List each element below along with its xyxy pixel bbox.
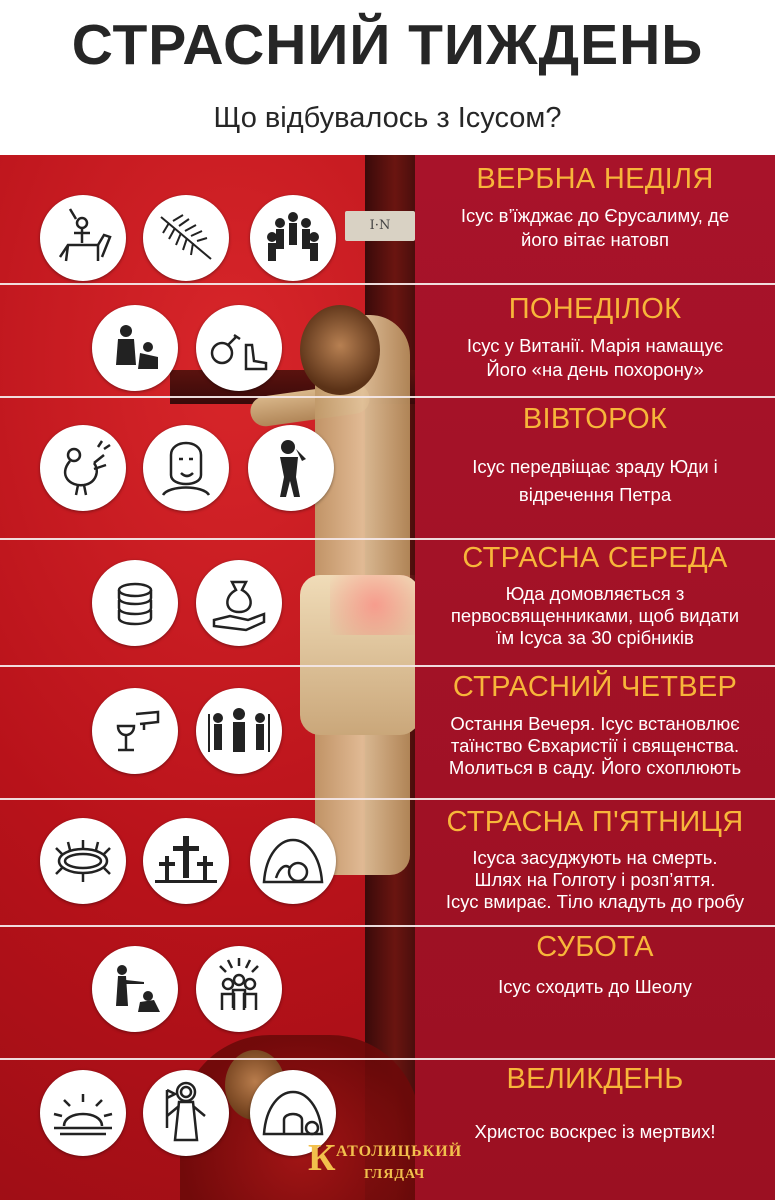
day-block-tuesday	[415, 402, 775, 506]
sunrise-icon	[40, 1070, 126, 1156]
day-block-saturday	[415, 930, 775, 998]
crown-of-thorns-icon	[40, 818, 126, 904]
section-divider	[0, 538, 775, 540]
oil-jar-foot-icon	[196, 305, 282, 391]
crucifixion-illustration	[0, 155, 415, 1200]
chalice-bread-icon	[92, 688, 178, 774]
descent-to-sheol-icon	[92, 946, 178, 1032]
logo-letter: К	[308, 1137, 336, 1179]
logo-text-line1: АТОЛИЦЬКИЙ	[336, 1143, 463, 1160]
rooster-icon	[40, 425, 126, 511]
page-subtitle: Що відбувалось з Ісусом?	[213, 102, 562, 134]
day-description-line: Молиться в саду. Його схоплюють	[448, 757, 742, 778]
page-title: СТРАСНИЙ ТИЖДЕНЬ	[71, 13, 704, 77]
weeping-man-icon	[248, 425, 334, 511]
risen-christ-icon	[143, 1070, 229, 1156]
donkey-rider-icon	[40, 195, 126, 281]
day-title: ВЕЛИКДЕНЬ	[506, 1063, 684, 1095]
day-block-friday	[415, 805, 775, 913]
section-divider	[0, 925, 775, 927]
day-description-line: таїнство Євхаристії і священства.	[450, 735, 740, 756]
cross-sign: I·N	[345, 211, 415, 241]
christ-head	[300, 305, 380, 395]
day-description-line: Ісус у Витанії. Марія намащує	[466, 335, 724, 356]
day-description-line: Ісус в’їжджає до Єрусалиму, де	[460, 205, 730, 226]
day-title: СУБОТА	[536, 931, 654, 963]
section-divider	[0, 798, 775, 800]
section-divider	[0, 665, 775, 667]
coin-stack-icon	[92, 560, 178, 646]
light-glow	[330, 575, 415, 635]
palm-branch-icon	[143, 195, 229, 281]
day-description-line: Юда домовляється з	[505, 583, 685, 604]
day-title: ПОНЕДІЛОК	[508, 293, 682, 325]
day-description-line: Ісуса засуджують на смерть.	[472, 847, 718, 868]
day-block-monday	[415, 292, 775, 381]
money-bag-hand-icon	[196, 560, 282, 646]
arrest-icon	[196, 688, 282, 774]
day-title: ВІВТОРОК	[522, 403, 668, 435]
day-title: ВЕРБНА НЕДІЛЯ	[476, 163, 714, 195]
header	[0, 0, 775, 155]
day-title: СТРАСНА СЕРЕДА	[462, 542, 728, 574]
saved-souls-icon	[196, 946, 282, 1032]
day-description-line: Ісус передвіщає зраду Юди і	[472, 456, 718, 477]
day-description-line: Христос воскрес із мертвих!	[474, 1121, 716, 1142]
day-block-easter	[415, 1062, 775, 1143]
day-description-line: їм Ісуса за 30 срібників	[496, 627, 694, 648]
day-block-thursday	[415, 670, 775, 779]
jesus-face-icon	[143, 425, 229, 511]
day-description-line: Остання Вечеря. Ісус встановлює	[450, 713, 740, 734]
day-description-line: первосвященниками, щоб видати	[450, 605, 740, 626]
tomb-icon	[250, 818, 336, 904]
logo-text-line2: ГЛЯДАЧ	[364, 1167, 426, 1182]
day-description-line: відречення Петра	[518, 484, 672, 505]
day-description-line: Його «на день похорону»	[486, 359, 704, 380]
section-divider	[0, 1058, 775, 1060]
day-description-line: Шлях на Голготу і розп’яття.	[474, 869, 716, 890]
three-crosses-icon	[143, 818, 229, 904]
day-description-line: Ісус вмирає. Тіло кладуть до гробу	[445, 891, 745, 912]
day-description-line: Ісус сходить до Шеолу	[498, 976, 692, 997]
section-divider	[0, 396, 775, 398]
day-block-wednesday	[415, 541, 775, 649]
day-title: СТРАСНИЙ ЧЕТВЕР	[452, 671, 738, 703]
anointing-feet-icon	[92, 305, 178, 391]
day-description-line: його вітає натовп	[521, 229, 669, 250]
day-block-palm-sunday	[415, 162, 775, 251]
day-title: СТРАСНА П'ЯТНИЦЯ	[446, 806, 744, 838]
crowd-cheering-icon	[250, 195, 336, 281]
section-divider	[0, 283, 775, 285]
